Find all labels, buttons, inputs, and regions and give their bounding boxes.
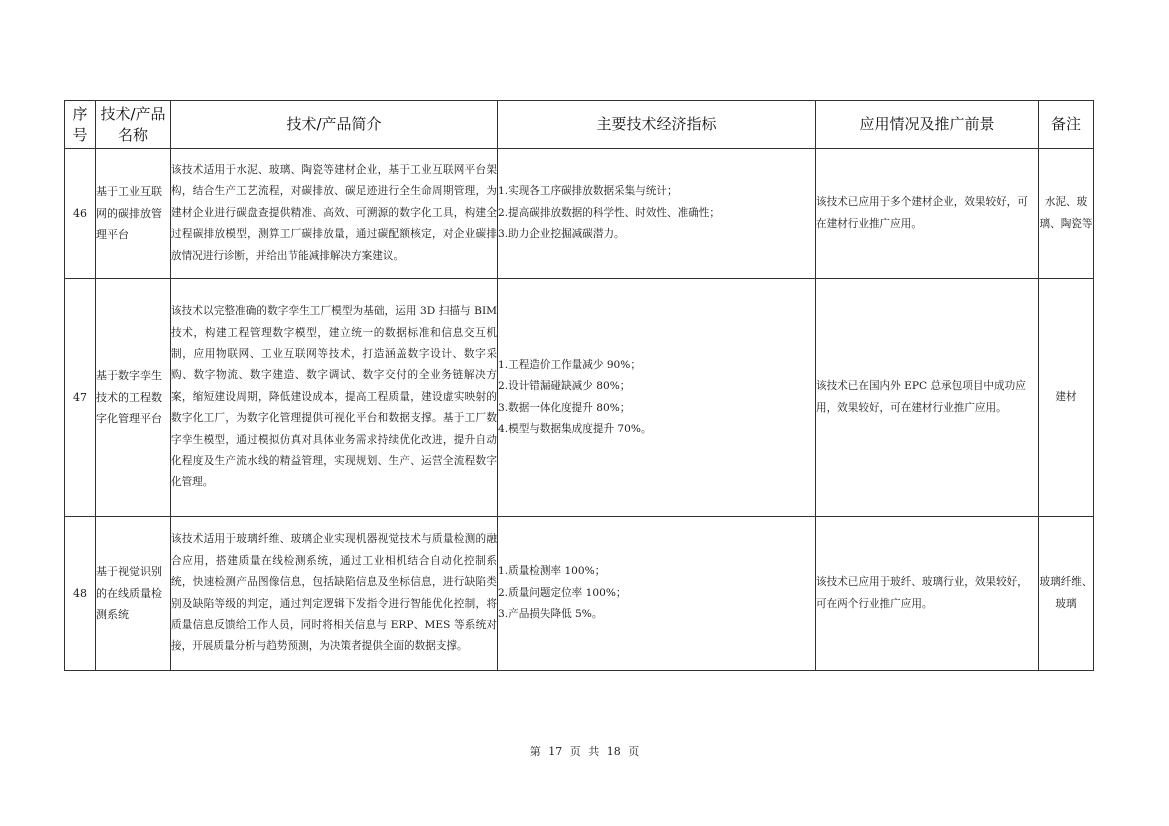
metric-item: 2.提高碳排放数据的科学性、时效性、准确性； <box>498 206 720 219</box>
metric-item: 4.模型与数据集成度提升 70%。 <box>498 422 652 435</box>
metric-item: 3.助力企业挖掘减碳潜力。 <box>498 228 625 241</box>
row-metrics <box>498 149 816 279</box>
header-no: 序号 <box>65 101 96 149</box>
header-note: 备注 <box>1039 101 1094 149</box>
metric-item: 1.实现各工序碳排放数据采集与统计； <box>498 185 678 198</box>
row-metrics <box>498 517 816 671</box>
row-no: 48 <box>65 517 96 671</box>
row-no: 47 <box>65 279 96 517</box>
row-intro: 该技术以完整准确的数字孪生工厂模型为基础，运用 3D 扫描与 BIM 技术，构建工程管理数字模型，建立统一的数据标准和信息交互机制，应用物联网、工业互联网等技术，打造涵盖数字设计、数字采购、数字物流、数字建造、数字调试、数字交付的全业务链解决方案，缩短建设周期，降低建设成本，提高工程质量，建设虚实映射的数字化工厂，为数字化管理提供可视化平台和数据支撑。基于工厂数字孪生模型，通过模拟仿真对具体业务需求持续优化改进，提升自动化程度及生产流水线的精益管理，实现规划、生产、运营全流程数字化管理。 <box>171 279 498 517</box>
row-note: 水泥、玻璃、陶瓷等 <box>1039 149 1094 279</box>
row-note: 玻璃纤维、玻璃 <box>1039 517 1094 671</box>
table-row <box>65 517 1094 671</box>
row-intro: 该技术适用于玻璃纤维、玻璃企业实现机器视觉技术与质量检测的融合应用，搭建质量在线检测系统，通过工业相机结合自动化控制系统，快速检测产品图像信息，包括缺陷信息及坐标信息，进行缺陷类别及缺陷等级的判定，通过判定逻辑下发指令进行智能优化控制，将质量信息反馈给工作人员，同时将相关信息与 ERP、MES 等系统对接，开展质量分析与趋势预测，为决策者提供全面的数据支撑。 <box>171 517 498 671</box>
metric-item: 2.质量问题定位率 100%； <box>498 586 627 599</box>
header-application: 应用情况及推广前景 <box>816 101 1039 149</box>
table-row <box>65 279 1094 517</box>
row-name: 基于数字孪生技术的工程数字化管理平台 <box>96 279 171 517</box>
row-no: 46 <box>65 149 96 279</box>
technology-catalog-table <box>64 100 1094 671</box>
row-application: 该技术已在国内外 EPC 总承包项目中成功应用，效果较好，可在建材行业推广应用。 <box>816 279 1039 517</box>
header-intro: 技术/产品简介 <box>171 101 498 149</box>
table-header-row <box>65 101 1094 149</box>
row-note: 建材 <box>1039 279 1094 517</box>
row-application: 该技术已应用于多个建材企业，效果较好，可在建材行业推广应用。 <box>816 149 1039 279</box>
row-name: 基于视觉识别的在线质量检测系统 <box>96 517 171 671</box>
metric-item: 3.产品损失降低 5%。 <box>498 608 603 621</box>
header-name: 技术/产品名称 <box>96 101 171 149</box>
metric-item: 3.数据一体化度提升 80%； <box>498 401 631 414</box>
row-intro: 该技术适用于水泥、玻璃、陶瓷等建材企业，基于工业互联网平台架构，结合生产工艺流程，对碳排放、碳足迹进行全生命周期管理，为建材企业进行碳盘查提供精准、高效、可溯源的数字化工具，构建全过程碳排放模型，测算工厂碳排放量，通过碳配额核定，对企业碳排放情况进行诊断，并给出节能减排解决方案建议。 <box>171 149 498 279</box>
table-row <box>65 149 1094 279</box>
page-number-footer: 第 17 页 共 18 页 <box>529 745 640 758</box>
metric-item: 1.工程造价工作量减少 90%； <box>498 358 641 371</box>
metric-item: 2.设计错漏碰缺减少 80%； <box>498 380 631 393</box>
header-metrics: 主要技术经济指标 <box>498 101 816 149</box>
row-metrics <box>498 279 816 517</box>
row-name: 基于工业互联网的碳排放管理平台 <box>96 149 171 279</box>
row-application: 该技术已应用于玻纤、玻璃行业，效果较好，可在两个行业推广应用。 <box>816 517 1039 671</box>
metric-item: 1.质量检测率 100%； <box>498 565 606 578</box>
